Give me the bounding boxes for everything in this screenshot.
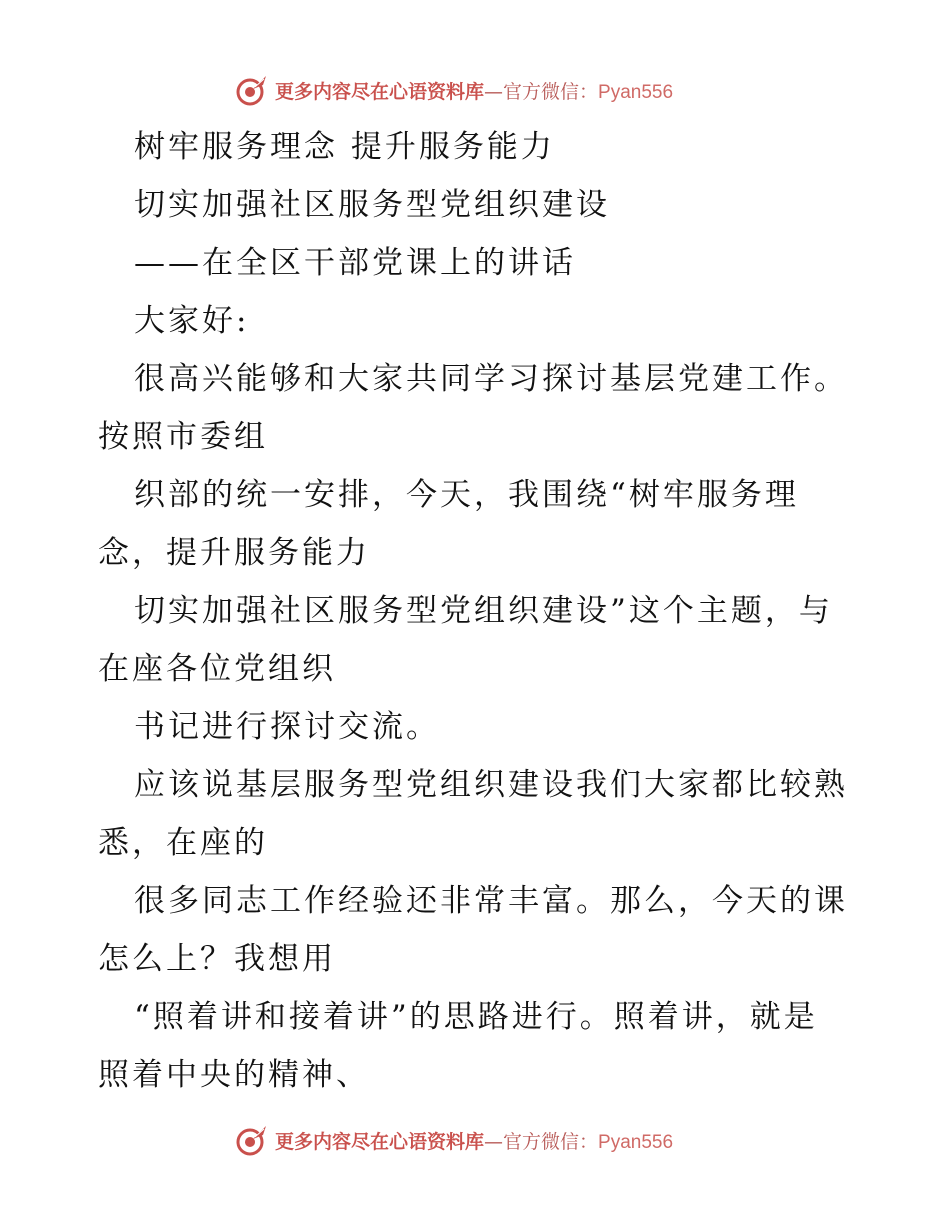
feather-pen-logo-icon: [235, 1123, 269, 1157]
banner-label: 官方微信：: [503, 1130, 599, 1153]
banner-main-text: 更多内容尽在心语资料库: [275, 80, 485, 103]
text-line: 切实加强社区服务型党组织建设”这个主题，与: [134, 593, 833, 629]
document-body: [98, 118, 858, 1104]
footer-watermark-banner: [235, 1122, 735, 1158]
text-line: 树牢服务理念 提升服务能力: [134, 129, 555, 165]
text-line: 大家好:: [134, 303, 250, 339]
header-watermark-banner: [235, 72, 735, 108]
banner-wechat-id: Pyan556: [598, 1131, 674, 1153]
text-line: “照着讲和接着讲”的思路进行。照着讲，就是: [134, 999, 818, 1035]
text-line: 念，提升服务能力: [98, 535, 370, 571]
text-line: 怎么上？我想用: [98, 941, 336, 977]
text-line: 悉，在座的: [98, 825, 268, 861]
banner-label: 官方微信：: [503, 80, 599, 103]
text-line: 书记进行探讨交流。: [134, 709, 440, 745]
banner-main-text: 更多内容尽在心语资料库: [275, 1130, 485, 1153]
text-line: 织部的统一安排，今天，我围绕“树牢服务理: [134, 477, 799, 513]
text-line: 在座各位党组织: [98, 651, 336, 687]
banner-separator: —: [484, 1130, 504, 1153]
banner-wechat-id: Pyan556: [598, 81, 674, 103]
text-line: 很高兴能够和大家共同学习探讨基层党建工作。: [134, 361, 848, 397]
text-line: ——在全区干部党课上的讲话: [134, 245, 576, 281]
text-line: 很多同志工作经验还非常丰富。那么，今天的课: [134, 883, 848, 919]
banner-separator: —: [484, 80, 504, 103]
text-line: 按照市委组: [98, 419, 268, 455]
text-line: 照着中央的精神、: [98, 1057, 370, 1093]
text-line: 应该说基层服务型党组织建设我们大家都比较熟: [134, 767, 848, 803]
feather-pen-logo-icon: [235, 73, 269, 107]
text-line: 切实加强社区服务型党组织建设: [134, 187, 610, 223]
